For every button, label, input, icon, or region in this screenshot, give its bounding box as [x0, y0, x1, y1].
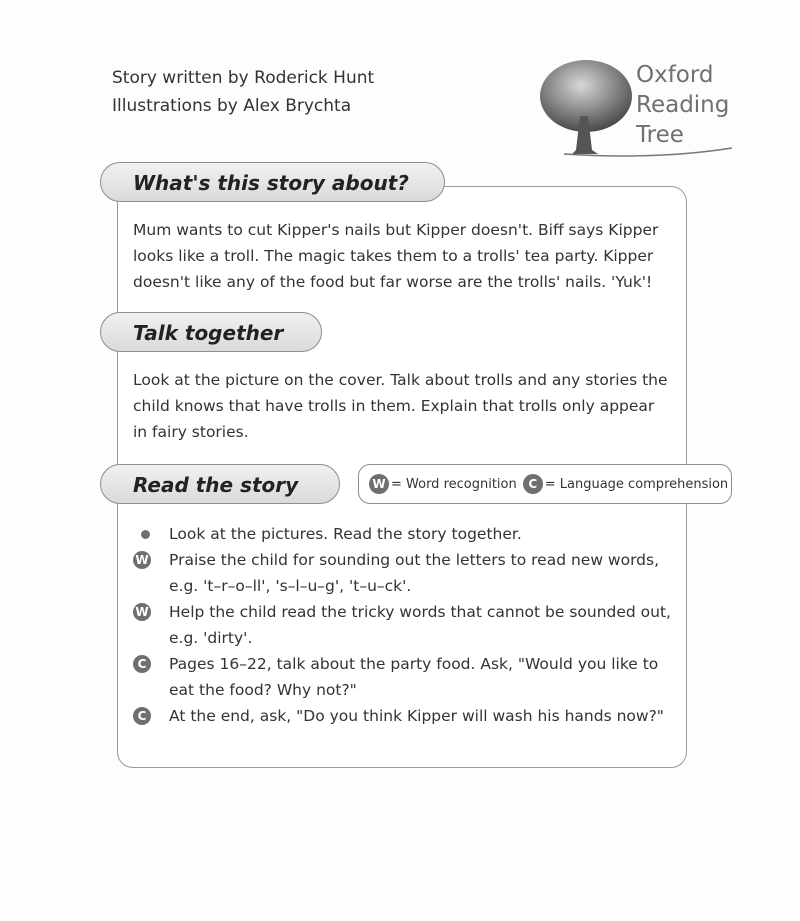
section-heading-read: Read the story: [100, 464, 340, 504]
list-item: C At the end, ask, "Do you think Kipper will wash his hands now?": [133, 703, 678, 729]
story-credit: Story written by Roderick Hunt: [112, 68, 375, 88]
word-recognition-icon: W: [133, 551, 151, 569]
list-item: W Help the child read the tricky words that cannot be sounded out, e.g. 'dirty'.: [133, 599, 678, 651]
list-item: W Praise the child for sounding out the letters to read new words, e.g. 't–r–o–ll', 's–l–u–g', 't–u–ck'.: [133, 547, 678, 599]
word-recognition-icon: W: [133, 603, 151, 621]
language-comprehension-label: = Language comprehension: [544, 476, 729, 492]
language-comprehension-icon: C: [133, 655, 151, 673]
word-recognition-label: = Word recognition: [391, 476, 517, 492]
reading-steps: [133, 521, 678, 729]
word-recognition-icon: W: [369, 474, 389, 494]
language-comprehension-icon: C: [523, 474, 543, 494]
list-item: Look at the pictures. Read the story together.: [133, 521, 678, 547]
section-heading-about: What's this story about?: [100, 162, 445, 202]
about-text: Mum wants to cut Kipper's nails but Kipper doesn't. Biff says Kipper looks like a troll. The magic takes them to a trolls' tea party. Kipper doesn't like any of the food but far worse are the trolls' nails. 'Yuk'!: [133, 221, 659, 291]
illustration-credit: Illustrations by Alex Brychta: [112, 96, 352, 116]
credits: [112, 64, 374, 120]
talk-text: Look at the picture on the cover. Talk about trolls and any stories the child knows that have trolls in them. Explain that trolls only appear in fairy stories.: [133, 371, 668, 441]
legend-box: [358, 464, 732, 504]
oxford-reading-tree-logo: [536, 56, 736, 166]
language-comprehension-icon: C: [133, 707, 151, 725]
list-item: C Pages 16–22, talk about the party food. Ask, "Would you like to eat the food? Why not?": [133, 651, 678, 703]
bullet-icon: [141, 530, 150, 539]
logo-text: Oxford Reading Tree: [636, 62, 730, 148]
section-heading-talk: Talk together: [100, 312, 322, 352]
